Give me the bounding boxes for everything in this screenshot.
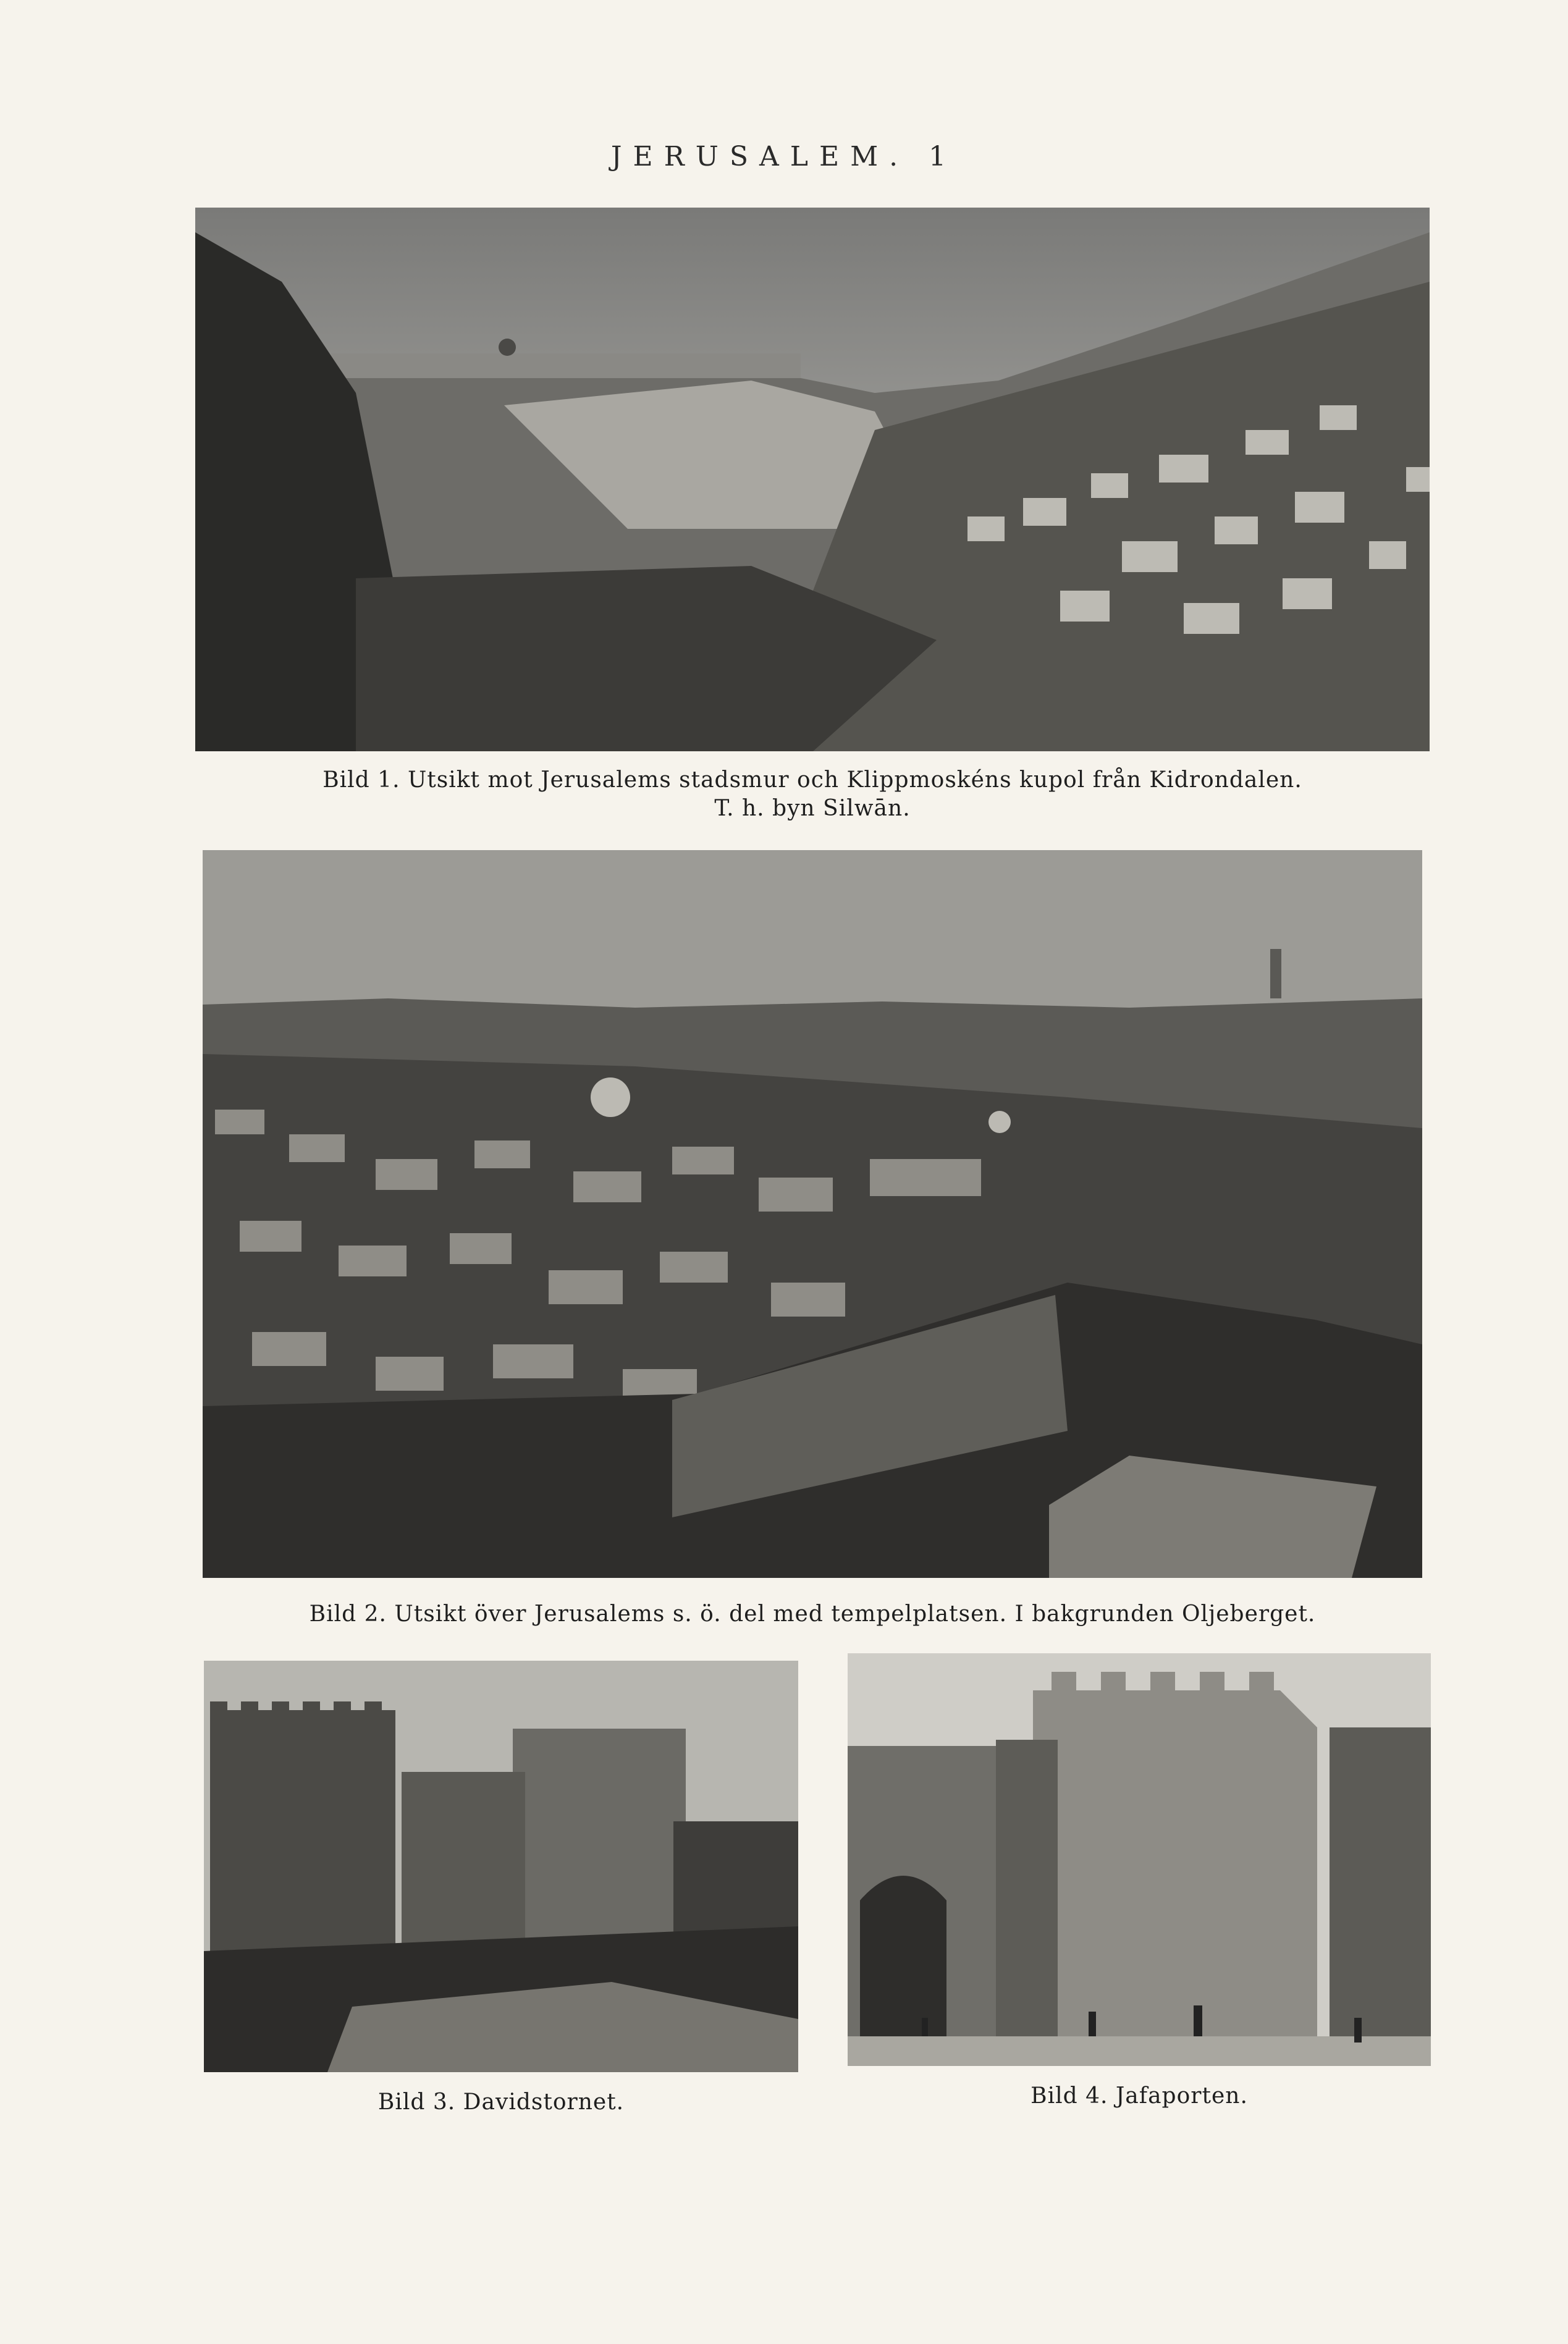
- caption-bild1: [195, 766, 1430, 823]
- caption-bild2-line1: Bild 2. Utsikt över Jerusalems s. ö. del med tempelplatsen. I bakgrunden Oljeberget.: [309, 1601, 1316, 1627]
- photo-bild1: [195, 208, 1430, 751]
- photo-bild4: [848, 1653, 1431, 2066]
- caption-bild4-line1: Bild 4. Jafaporten.: [1031, 2083, 1248, 2109]
- caption-bild1-line1: Bild 1. Utsikt mot Jerusalems stadsmur och Klippmoskéns kupol från Kidrondalen.: [322, 767, 1302, 793]
- photo-bild3: [204, 1661, 798, 2072]
- caption-bild3-line1: Bild 3. Davidstornet.: [377, 2089, 625, 2115]
- page-header: JERUSALEM. 1: [610, 141, 958, 172]
- caption-bild4: [848, 2082, 1431, 2110]
- caption-bild2: [203, 1600, 1422, 1629]
- photo-bild2: [203, 850, 1422, 1578]
- caption-bild3: [204, 2088, 798, 2117]
- caption-bild1-line2: T. h. byn Silwān.: [714, 796, 911, 821]
